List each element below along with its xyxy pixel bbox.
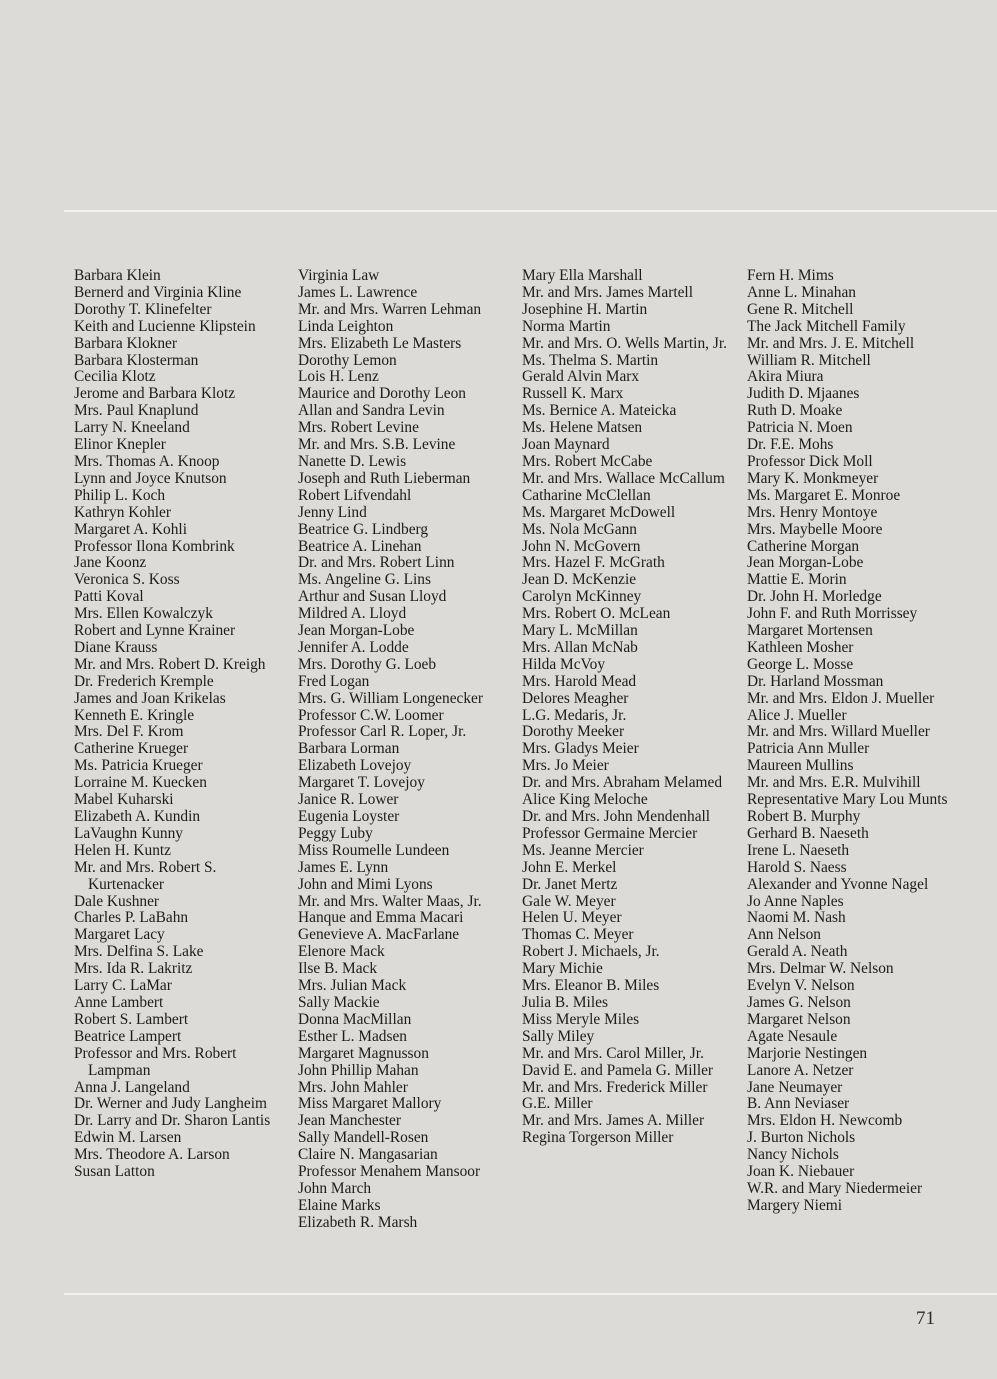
list-item: Veronica S. Koss <box>74 571 180 589</box>
list-item: Anne Lambert <box>74 993 164 1011</box>
list-item: Mary Ella Marshall <box>522 267 643 284</box>
list-item: Elizabeth Lovejoy <box>298 757 412 775</box>
list-item: Catherine Krueger <box>74 740 189 758</box>
list-item: Miss Roumelle Lundeen <box>298 841 450 859</box>
list-item: Josephine H. Martin <box>522 300 648 318</box>
list-item: Professor Ilona Kombrink <box>74 537 235 555</box>
list-item: Jean Morgan-Lobe <box>298 622 415 640</box>
list-item: Alice J. Mueller <box>747 706 847 724</box>
list-item: Alexander and Yvonne Nagel <box>747 875 929 893</box>
list-item: Barbara Klein <box>74 267 161 284</box>
list-item: George L. Mosse <box>747 655 854 673</box>
list-item: Professor Germaine Mercier <box>522 824 698 842</box>
list-item: Genevieve A. MacFarlane <box>298 926 460 944</box>
list-item: Jean Manchester <box>298 1112 401 1130</box>
list-item: Jane Neumayer <box>747 1078 843 1096</box>
list-item: Mrs. Robert McCabe <box>522 452 653 470</box>
list-item: Mrs. John Mahler <box>298 1078 408 1096</box>
list-item: Patti Koval <box>74 588 144 606</box>
name-column-1 <box>74 268 296 1181</box>
list-item: Mr. and Mrs. Walter Maas, Jr. <box>298 892 482 910</box>
list-item: Lynn and Joyce Knutson <box>74 469 227 487</box>
list-item: Gerald A. Neath <box>747 943 848 961</box>
list-item: Mr. and Mrs. Robert S. Kurtenacker <box>74 858 217 893</box>
list-item: Robert B. Murphy <box>747 808 861 825</box>
list-item: Hanque and Emma Macari <box>298 909 464 927</box>
list-item: Mrs. Hazel F. McGrath <box>522 554 665 572</box>
list-item: Donna MacMillan <box>298 1010 412 1028</box>
list-item: Regina Torgerson Miller <box>522 1129 674 1147</box>
list-item: Mrs. Dorothy G. Loeb <box>298 655 437 673</box>
list-item: Margery Niemi <box>747 1196 843 1214</box>
list-item: John N. McGovern <box>522 537 641 555</box>
list-item: Miss Meryle Miles <box>522 1010 640 1028</box>
bottom-rule <box>64 1293 997 1295</box>
list-item: Cecilia Klotz <box>74 368 156 386</box>
list-item: Dr. Werner and Judy Langheim <box>74 1095 267 1113</box>
list-item: Bernerd and Virginia Kline <box>74 283 242 301</box>
list-item: Kathleen Mosher <box>747 638 854 656</box>
list-item: Mr. and Mrs. Frederick Miller <box>522 1078 708 1096</box>
list-item: Margaret A. Kohli <box>74 520 187 538</box>
list-item: Ms. Margaret E. Monroe <box>747 486 901 504</box>
list-item: Akira Miura <box>747 368 824 386</box>
list-item: Carolyn McKinney <box>522 588 642 606</box>
list-item: Dr. Janet Mertz <box>522 875 618 893</box>
list-item: Mr. and Mrs. J. E. Mitchell <box>747 334 915 352</box>
list-item: Margaret Magnusson <box>298 1044 429 1062</box>
list-item: G.E. Miller <box>522 1095 593 1113</box>
list-item: Jean D. McKenzie <box>522 571 637 589</box>
list-item: James L. Lawrence <box>298 283 418 301</box>
list-item: Barbara Lorman <box>298 740 400 758</box>
list-item: Kathryn Kohler <box>74 503 172 521</box>
list-item: Edwin M. Larsen <box>74 1129 182 1147</box>
list-item: Virginia Law <box>298 267 380 284</box>
list-item: Agate Nesaule <box>747 1027 838 1045</box>
list-item: Nancy Nichols <box>747 1146 839 1164</box>
list-item: Dr. Larry and Dr. Sharon Lantis <box>74 1112 271 1130</box>
list-item: James G. Nelson <box>747 993 851 1011</box>
list-item: Janice R. Lower <box>298 791 399 809</box>
list-item: Hilda McVoy <box>522 655 606 673</box>
name-column-2 <box>298 268 520 1232</box>
top-rule <box>64 210 997 212</box>
list-item: Margaret T. Lovejoy <box>298 774 425 792</box>
list-item: Nanette D. Lewis <box>298 452 407 470</box>
list-item: William R. Mitchell <box>747 351 871 369</box>
list-item: Catharine McClellan <box>522 486 651 504</box>
list-item: Keith and Lucienne Klipstein <box>74 317 256 335</box>
list-item: Norma Martin <box>522 317 611 335</box>
list-item: Arthur and Susan Lloyd <box>298 588 447 606</box>
list-item: Mrs. Eldon H. Newcomb <box>747 1112 903 1130</box>
list-item: Catherine Morgan <box>747 537 860 555</box>
list-item: Mrs. Allan McNab <box>522 638 638 656</box>
list-item: John E. Merkel <box>522 858 617 876</box>
list-item: Elenore Mack <box>298 943 385 961</box>
list-item: Dr. and Mrs. Robert Linn <box>298 554 455 572</box>
list-item: Larry C. LaMar <box>74 977 172 995</box>
list-item: Professor and Mrs. Robert Lampman <box>74 1044 237 1079</box>
list-item: Mrs. Maybelle Moore <box>747 520 883 538</box>
list-item: Robert and Lynne Krainer <box>74 622 236 640</box>
list-item: Robert S. Lambert <box>74 1010 189 1028</box>
list-item: Irene L. Naeseth <box>747 841 850 859</box>
list-item: Jenny Lind <box>298 503 367 521</box>
list-item: Mary L. McMillan <box>522 622 638 640</box>
list-item: Ms. Nola McGann <box>522 520 637 538</box>
list-item: B. Ann Neviaser <box>747 1095 850 1113</box>
list-item: Dr. Frederich Kremple <box>74 672 214 690</box>
list-item: Judith D. Mjaanes <box>747 385 860 403</box>
list-item: Mrs. Robert O. McLean <box>522 605 671 623</box>
list-item: Jerome and Barbara Klotz <box>74 385 236 403</box>
list-item: Gerald Alvin Marx <box>522 368 640 386</box>
list-item: Claire N. Mangasarian <box>298 1146 438 1164</box>
list-item: Mr. and Mrs. Eldon J. Mueller <box>747 689 935 707</box>
list-item: Representative Mary Lou Munts <box>747 791 948 809</box>
list-item: Mrs. Elizabeth Le Masters <box>298 334 462 352</box>
list-item: Dr. John H. Morledge <box>747 588 882 606</box>
list-item: Mrs. Robert Levine <box>298 419 419 437</box>
list-item: Ms. Margaret McDowell <box>522 503 676 521</box>
list-item: Dorothy Meeker <box>522 723 625 741</box>
list-item: Mr. and Mrs. Robert D. Kreigh <box>74 655 266 673</box>
list-item: Charles P. LaBahn <box>74 909 189 927</box>
list-item: Mrs. Paul Knaplund <box>74 402 199 420</box>
list-item: Ruth D. Moake <box>747 402 843 420</box>
list-item: Mrs. Jo Meier <box>522 757 609 775</box>
list-item: Mr. and Mrs. Wallace McCallum <box>522 469 725 487</box>
list-item: Ms. Thelma S. Martin <box>522 351 659 369</box>
list-item: W.R. and Mary Niedermeier <box>747 1179 923 1197</box>
list-item: James E. Lynn <box>298 858 389 876</box>
list-item: Elaine Marks <box>298 1196 381 1214</box>
list-item: Kenneth E. Kringle <box>74 706 195 724</box>
list-item: John and Mimi Lyons <box>298 875 433 893</box>
list-item: Margaret Lacy <box>74 926 165 944</box>
list-item: Sally Mackie <box>298 993 380 1011</box>
list-item: Dale Kushner <box>74 892 160 910</box>
list-item: Mrs. Delmar W. Nelson <box>747 960 894 978</box>
name-column-4 <box>747 268 969 1215</box>
list-item: Marjorie Nestingen <box>747 1044 868 1062</box>
list-item: Margaret Nelson <box>747 1010 851 1028</box>
list-item: James and Joan Krikelas <box>74 689 226 707</box>
list-item: Mrs. Julian Mack <box>298 977 407 995</box>
list-item: Larry N. Kneeland <box>74 419 190 437</box>
list-item: Elizabeth R. Marsh <box>298 1213 418 1231</box>
list-item: Maurice and Dorothy Leon <box>298 385 466 403</box>
list-item: Jo Anne Naples <box>747 892 844 910</box>
list-item: Professor Menahem Mansoor <box>298 1163 481 1181</box>
list-item: Beatrice G. Lindberg <box>298 520 429 538</box>
list-item: Mrs. Eleanor B. Miles <box>522 977 660 995</box>
list-item: Patricia Ann Muller <box>747 740 870 758</box>
list-item: Evelyn V. Nelson <box>747 977 855 995</box>
list-item: Anna J. Langeland <box>74 1078 190 1096</box>
list-item: Sally Mandell-Rosen <box>298 1129 429 1147</box>
list-item: Fred Logan <box>298 672 370 690</box>
list-item: Maureen Mullins <box>747 757 854 775</box>
list-item: Dorothy T. Klinefelter <box>74 300 212 318</box>
list-item: Allan and Sandra Levin <box>298 402 445 420</box>
list-item: Miss Margaret Mallory <box>298 1095 442 1113</box>
list-item: Helen U. Meyer <box>522 909 622 927</box>
list-item: Ms. Jeanne Mercier <box>522 841 644 859</box>
list-item: Ms. Patricia Krueger <box>74 757 203 775</box>
list-item: Mr. and Mrs. Carol Miller, Jr. <box>522 1044 704 1062</box>
list-item: Susan Latton <box>74 1163 155 1181</box>
list-item: J. Burton Nichols <box>747 1129 856 1147</box>
list-item: Ms. Bernice A. Mateicka <box>522 402 677 420</box>
list-item: Esther L. Madsen <box>298 1027 407 1045</box>
list-item: Mr. and Mrs. Willard Mueller <box>747 723 930 741</box>
list-item: Anne L. Minahan <box>747 283 856 301</box>
list-item: Jean Morgan-Lobe <box>747 554 864 572</box>
list-item: Eugenia Loyster <box>298 808 400 825</box>
list-item: Jane Koonz <box>74 554 147 572</box>
list-item: Helen H. Kuntz <box>74 841 172 859</box>
name-column-3 <box>522 268 744 1147</box>
list-item: Mary Michie <box>522 960 603 978</box>
list-item: LaVaughn Kunny <box>74 824 183 842</box>
list-item: Gale W. Meyer <box>522 892 616 910</box>
list-item: The Jack Mitchell Family <box>747 317 906 335</box>
list-item: Lois H. Lenz <box>298 368 379 386</box>
list-item: Lanore A. Netzer <box>747 1061 854 1079</box>
list-item: Gene R. Mitchell <box>747 300 854 318</box>
list-item: Robert J. Michaels, Jr. <box>522 943 660 961</box>
list-item: Margaret Mortensen <box>747 622 873 640</box>
list-item: Mrs. Theodore A. Larson <box>74 1146 230 1164</box>
list-item: Philip L. Koch <box>74 486 166 504</box>
list-item: Russell K. Marx <box>522 385 624 403</box>
list-item: Mrs. G. William Longenecker <box>298 689 484 707</box>
list-item: Joseph and Ruth Lieberman <box>298 469 471 487</box>
list-item: David E. and Pamela G. Miller <box>522 1061 714 1079</box>
list-item: Mabel Kuharski <box>74 791 174 809</box>
list-item: Mrs. Harold Mead <box>522 672 637 690</box>
list-item: Naomi M. Nash <box>747 909 846 927</box>
list-item: Julia B. Miles <box>522 993 608 1011</box>
list-item: Dr. and Mrs. John Mendenhall <box>522 808 711 825</box>
list-item: L.G. Medaris, Jr. <box>522 706 627 724</box>
list-item: Mr. and Mrs. E.R. Mulvihill <box>747 774 921 792</box>
list-item: Dorothy Lemon <box>298 351 397 369</box>
list-item: Mr. and Mrs. S.B. Levine <box>298 436 456 454</box>
list-item: Mrs. Ida R. Lakritz <box>74 960 193 978</box>
list-item: Mr. and Mrs. O. Wells Martin, Jr. <box>522 334 727 352</box>
list-item: Mr. and Mrs. James Martell <box>522 283 693 301</box>
list-item: Harold S. Naess <box>747 858 847 876</box>
list-item: Professor C.W. Loomer <box>298 706 444 724</box>
list-item: Linda Leighton <box>298 317 394 335</box>
list-item: Ms. Helene Matsen <box>522 419 643 437</box>
list-item: John Phillip Mahan <box>298 1061 419 1079</box>
list-item: Joan K. Niebauer <box>747 1163 855 1181</box>
list-item: Dr. F.E. Mohs <box>747 436 834 454</box>
list-item: Mattie E. Morin <box>747 571 847 589</box>
list-item: Robert Lifvendahl <box>298 486 412 504</box>
list-item: Mary K. Monkmeyer <box>747 469 879 487</box>
list-item: Patricia N. Moen <box>747 419 853 437</box>
list-item: Ms. Angeline G. Lins <box>298 571 431 589</box>
list-item: Mrs. Henry Montoye <box>747 503 878 521</box>
list-item: Elizabeth A. Kundin <box>74 808 201 825</box>
list-item: John F. and Ruth Morrissey <box>747 605 918 623</box>
list-item: Mr. and Mrs. James A. Miller <box>522 1112 705 1130</box>
list-item: Barbara Klokner <box>74 334 177 352</box>
list-item: Mildred A. Lloyd <box>298 605 407 623</box>
list-item: Mrs. Gladys Meier <box>522 740 639 758</box>
list-item: Alice King Meloche <box>522 791 648 809</box>
list-item: Beatrice A. Linehan <box>298 537 422 555</box>
list-item: Mrs. Thomas A. Knoop <box>74 452 220 470</box>
list-item: Thomas C. Meyer <box>522 926 634 944</box>
list-item: Gerhard B. Naeseth <box>747 824 869 842</box>
list-item: Mrs. Delfina S. Lake <box>74 943 204 961</box>
list-item: John March <box>298 1179 372 1197</box>
list-item: Peggy Luby <box>298 824 373 842</box>
list-item: Professor Carl R. Loper, Jr. <box>298 723 467 741</box>
list-item: Elinor Knepler <box>74 436 166 454</box>
list-item: Mrs. Del F. Krom <box>74 723 184 741</box>
list-item: Sally Miley <box>522 1027 595 1045</box>
list-item: Joan Maynard <box>522 436 610 454</box>
list-item: Mrs. Ellen Kowalczyk <box>74 605 213 623</box>
list-item: Diane Krauss <box>74 638 158 656</box>
list-item: Beatrice Lampert <box>74 1027 182 1045</box>
list-item: Dr. and Mrs. Abraham Melamed <box>522 774 723 792</box>
list-item: Barbara Klosterman <box>74 351 199 369</box>
list-item: Ann Nelson <box>747 926 821 944</box>
list-item: Lorraine M. Kuecken <box>74 774 207 792</box>
page-number: 71 <box>916 1308 935 1329</box>
list-item: Mr. and Mrs. Warren Lehman <box>298 300 482 318</box>
list-item: Professor Dick Moll <box>747 452 873 470</box>
list-item: Ilse B. Mack <box>298 960 378 978</box>
list-item: Jennifer A. Lodde <box>298 638 409 656</box>
list-item: Delores Meagher <box>522 689 629 707</box>
list-item: Dr. Harland Mossman <box>747 672 884 690</box>
list-item: Fern H. Mims <box>747 267 834 284</box>
